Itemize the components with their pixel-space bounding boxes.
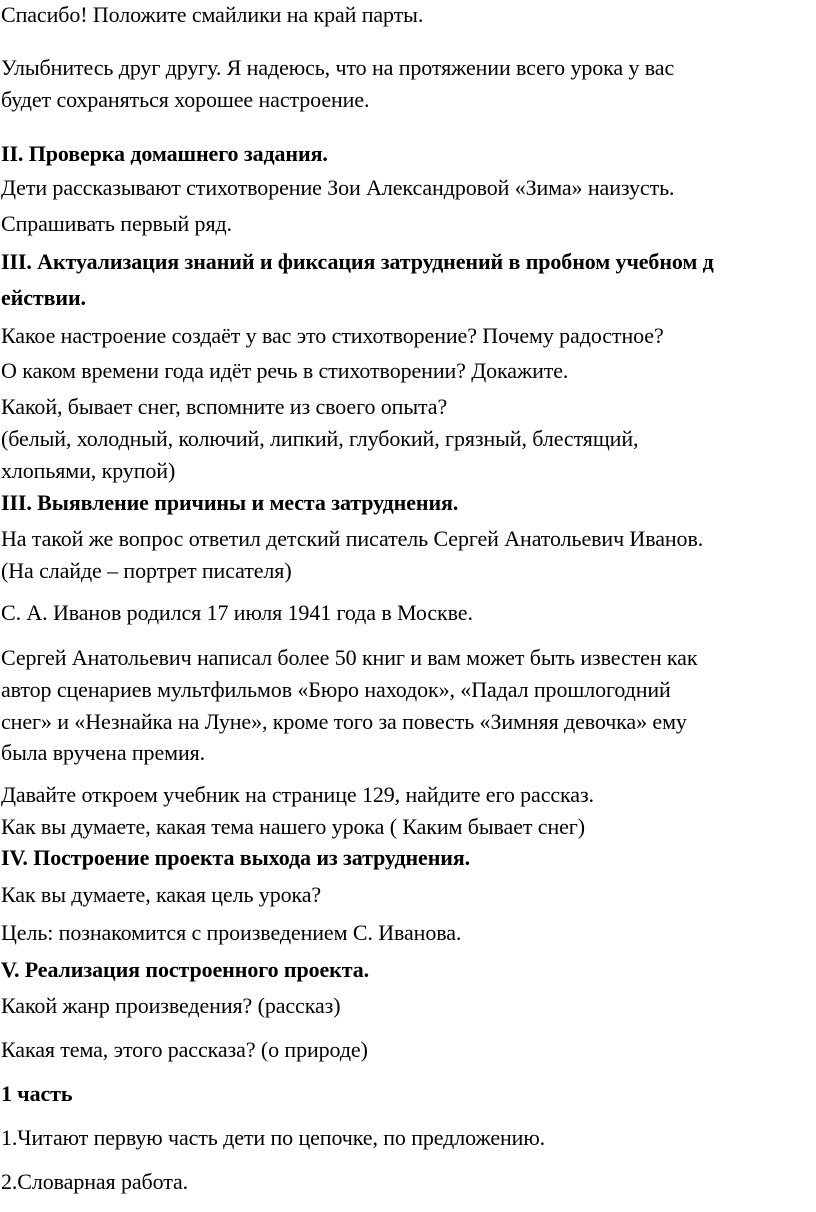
text-line: Спасибо! Положите смайлики на край парты. [1,2,424,27]
section-heading: IV. Построение проекта выхода из затруднения. [1,845,471,870]
text-line: будет сохраняться хорошее настроение. [1,87,370,112]
text-line: 2.Словарная работа. [1,1169,189,1194]
text-line: С. А. Иванов родился 17 июля 1941 года в Москве. [1,600,473,625]
section-heading: V. Реализация построенного проекта. [1,957,370,982]
section-heading: II. Проверка домашнего задания. [1,141,328,166]
text-line: Какая тема, этого рассказа? (о природе) [1,1037,368,1062]
text-line: Дети рассказывают стихотворение Зои Александровой «Зима» наизусть. [1,175,675,200]
text-line: На такой же вопрос ответил детский писатель Сергей Анатольевич Иванов. [1,526,704,551]
text-line: снег» и «Незнайка на Луне», кроме того за повесть «Зимняя девочка» ему [1,709,687,734]
text-line: Как вы думаете, какая тема нашего урока ( Каким бывает снег) [1,814,585,839]
part-heading: 1 часть [1,1081,73,1106]
text-line: 1.Читают первую часть дети по цепочке, по предложению. [1,1125,546,1150]
text-line: Как вы думаете, какая цель урока? [1,882,322,907]
text-line: Цель: познакомится с произведением С. Иванова. [1,920,462,945]
section-heading: III. Выявление причины и места затруднения. [1,490,459,515]
text-line: (На слайде – портрет писателя) [1,558,292,583]
text-line: Спрашивать первый ряд. [1,211,232,236]
section-heading: III. Актуализация знаний и фиксация затруднений в пробном учебном д [1,249,714,274]
text-line: хлопьями, крупой) [1,458,176,483]
text-line: Давайте откроем учебник на странице 129, найдите его рассказ. [1,782,594,807]
text-line: Какое настроение создаёт у вас это стихотворение? Почему радостное? [1,323,664,348]
section-heading: ействии. [1,285,86,310]
text-line: Улыбнитесь друг другу. Я надеюсь, что на протяжении всего урока у вас [1,55,675,80]
text-line: автор сценариев мультфильмов «Бюро находок», «Падал прошлогодний [1,677,671,702]
text-line: Сергей Анатольевич написал более 50 книг и вам может быть известен как [1,645,698,670]
text-line: О каком времени года идёт речь в стихотворении? Докажите. [1,358,569,383]
text-line: была вручена премия. [1,740,206,765]
text-line: Какой, бывает снег, вспомните из своего опыта? [1,394,448,419]
text-line: (белый, холодный, колючий, липкий, глубокий, грязный, блестящий, [1,426,639,451]
text-line: Какой жанр произведения? (рассказ) [1,993,341,1018]
